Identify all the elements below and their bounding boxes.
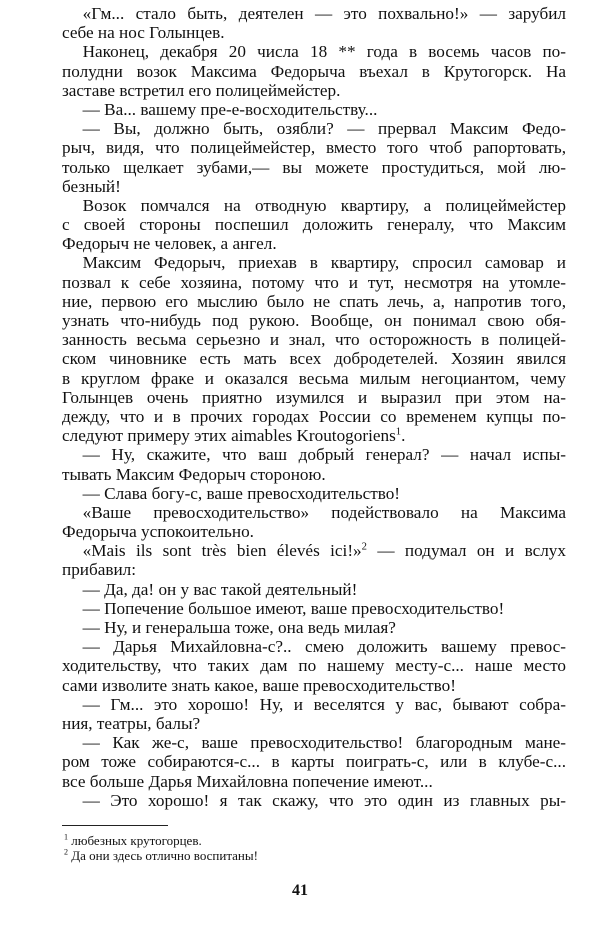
line-text: Наконец, декабря 20 числа 18 ** года в восемь часов по- — [82, 42, 566, 62]
line-text: ром тоже собираются-с... в карты поиграть-с, или в клубе-с... — [62, 752, 566, 772]
text-line — [62, 522, 566, 541]
footnote-marker: 1 — [395, 426, 402, 438]
text-line — [62, 253, 566, 272]
text-line — [62, 42, 566, 61]
line-text: — Ну, и генеральша тоже, она ведь милая? — [82, 618, 396, 637]
line-text: — Ну, скажите, что ваш добрый генерал? — начал испы- — [82, 445, 566, 465]
line-text: только щелкает зубами,— вы можете простудиться, мой лю- — [62, 157, 566, 177]
line-text: сами изволите знать какое, ваше превосходительство! — [62, 675, 456, 695]
line-text: — Как же-с, ваше превосходительство! благородным мане- — [82, 733, 566, 753]
line-text: прибавил: — [62, 560, 137, 580]
text-line — [62, 465, 566, 484]
text-line — [62, 618, 566, 637]
text-line — [62, 273, 566, 292]
line-text: безный! — [62, 176, 121, 196]
footnote — [62, 834, 566, 849]
footnote-marker: 2 — [361, 541, 367, 553]
line-text: «Mais ils sont très bien élevés ici!» — [82, 541, 362, 561]
line-text: рыч, видя, что полицеймейстер, вместо того чтоб рапортовать, — [62, 138, 566, 158]
footnote-text: любезных крутогорцев. — [68, 833, 202, 848]
line-text: себе на нос Голынцев. — [62, 23, 225, 43]
text-line — [62, 426, 566, 445]
line-text: — Дарья Михайловна-с?.. смею доложить вашему превос- — [82, 637, 566, 657]
line-text: Возок помчался на отводную квартиру, а полицеймейстер — [82, 195, 566, 215]
line-text: Максим Федорыч, приехав в квартиру, спросил самовар и — [82, 253, 566, 273]
text-line — [62, 791, 566, 810]
text-line — [62, 311, 566, 330]
line-text: тывать Максим Федорыч стороною. — [62, 464, 326, 484]
line-text: в круглом фраке и оказался весьма милым негоциантом, чему — [62, 368, 566, 388]
line-text: позвал к себе хозяина, потому что и тут, несмотря на утомле- — [62, 272, 566, 292]
footnote — [62, 849, 566, 864]
text-line — [62, 158, 566, 177]
line-text: — Слава богу-с, ваше превосходительство! — [82, 483, 401, 503]
line-text: полудни возок Максима Федорыча въехал в Крутогорск. На — [62, 61, 566, 81]
text-line — [62, 714, 566, 733]
text-line — [62, 599, 566, 618]
text-line — [62, 656, 566, 675]
line-text: ния, театры, балы? — [62, 713, 201, 733]
footnote-number: 2 — [64, 847, 69, 857]
text-line — [62, 196, 566, 215]
text-line — [62, 752, 566, 771]
line-text: следуют примеру этих aimables Kroutogoriens — [62, 426, 396, 446]
text-line — [62, 119, 566, 138]
text-line — [62, 445, 566, 464]
text-line — [62, 292, 566, 311]
text-line — [62, 541, 566, 560]
text-line — [62, 503, 566, 522]
body-text — [62, 4, 566, 810]
line-text: — Ва... вашему пре-е-восходительству... — [82, 99, 378, 119]
text-line — [62, 349, 566, 368]
footnote-number: 1 — [64, 832, 69, 842]
text-line — [62, 580, 566, 599]
text-line — [62, 733, 566, 752]
text-line — [62, 81, 566, 100]
line-text: с своей стороны поспешил доложить генералу, что Максим — [62, 215, 566, 235]
line-text: — Попечение большое имеют, ваше превосходительство! — [82, 598, 505, 618]
text-line — [62, 234, 566, 253]
line-text: Голынцев очень приятно изумился и выразил при этом на- — [62, 387, 566, 407]
page-number: 41 — [292, 882, 308, 899]
text-line — [62, 138, 566, 157]
line-text: все больше Дарья Михайловна попечение имеют... — [62, 771, 433, 791]
text-line — [62, 772, 566, 791]
text-line — [62, 177, 566, 196]
text-line — [62, 23, 566, 42]
line-text: «Гм... стало быть, деятелен — это похвально!» — зарубил — [82, 4, 566, 23]
text-line — [62, 330, 566, 349]
line-text: — Да, да! он у вас такой деятельный! — [82, 579, 358, 599]
line-text: ском чиновнике есть мать всех добродетелей. Хозяин явился — [62, 349, 566, 369]
footnote-rule — [62, 825, 168, 826]
line-text: занность весьма серьезно и знал, что осторожность в полицей- — [62, 330, 566, 350]
text-line — [62, 369, 566, 388]
line-text: — Вы, должно быть, озябли? — прервал Максим Федо- — [82, 119, 566, 139]
text-line — [62, 388, 566, 407]
line-text: — Это хорошо! я так скажу, что это один из главных ры- — [82, 790, 566, 810]
text-line — [62, 560, 566, 579]
line-text: «Ваше превосходительство» подействовало на Максима — [82, 502, 566, 522]
line-text: ние, первою его мыслию было не спать лечь, а, напротив того, — [62, 291, 566, 311]
line-text: ходительству, что таких дам по нашему месту-с... наше место — [62, 656, 566, 676]
line-text: узнать что-нибудь под рукою. Вообще, он понимал свою обя- — [62, 311, 566, 330]
text-line — [62, 62, 566, 81]
text-line — [62, 676, 566, 695]
text-line — [62, 100, 566, 119]
text-line — [62, 407, 566, 426]
text-line — [62, 484, 566, 503]
footnotes — [62, 834, 566, 863]
text-line — [62, 4, 566, 23]
line-text: Федорыч не человек, а ангел. — [62, 234, 277, 254]
text-line — [62, 695, 566, 714]
line-text: дежду, что и в прочих городах России со временем купцы по- — [62, 406, 566, 426]
line-text: Федорыча успокоительно. — [62, 522, 254, 542]
text-line — [62, 637, 566, 656]
line-text: — Гм... это хорошо! Ну, и веселятся у вас, бывают собра- — [82, 694, 566, 714]
line-tail: — подумал он и вслух — [366, 541, 566, 561]
footnote-text: Да они здесь отлично воспитаны! — [68, 847, 258, 863]
text-line — [62, 215, 566, 234]
line-text: заставе встретил его полицеймейстер. — [62, 80, 341, 100]
line-tail: . — [401, 426, 406, 446]
